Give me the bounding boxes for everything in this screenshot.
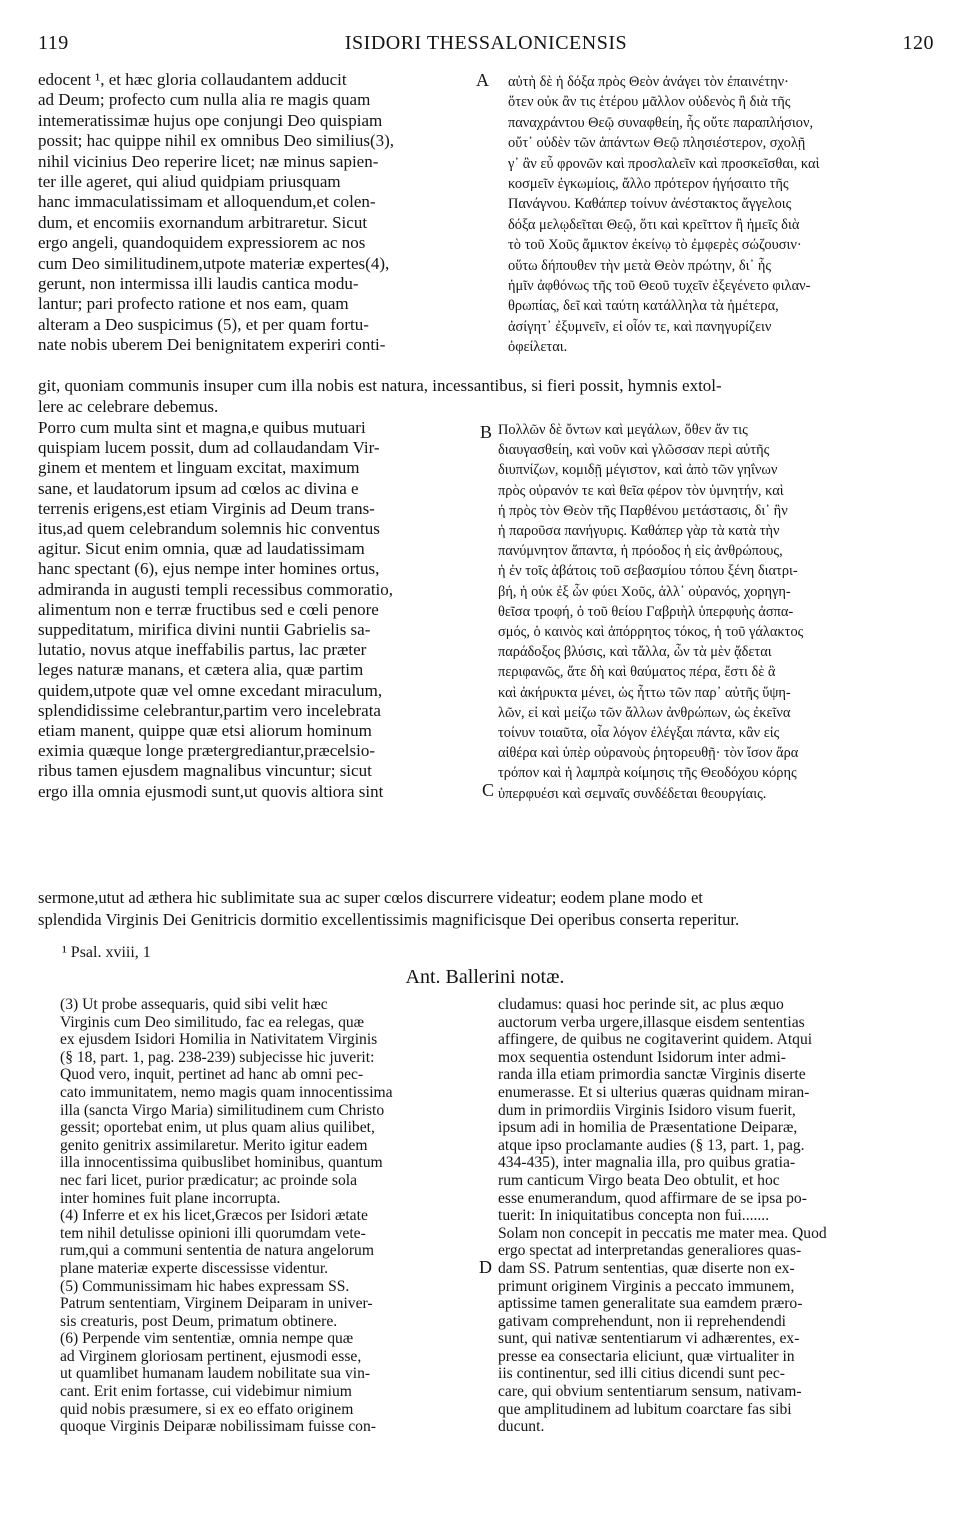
latin-text-line: splendida Virginis Dei Genitricis dormitio excellentissimis magnificisque Dei operibus conserta reperitur. — [38, 909, 740, 929]
latin-text-line: lere ac celebrare debemus. — [38, 396, 219, 416]
latin-text-line: lutatio, novus atque ineffabilis partus, lac præter — [38, 640, 367, 660]
latin-text-line: alteram a Deo suspicimus (5), et per quam fortu- — [38, 314, 369, 334]
running-title: ISIDORI THESSALONICENSIS — [344, 32, 628, 54]
latin-text-line: etiam manent, quippe quæ etsi aliorum hominum — [38, 721, 372, 741]
latin-text-line: sane, et laudatorum ipsum ad cœlos ac divina e — [38, 478, 359, 498]
margin-letter-a: A — [476, 70, 489, 90]
margin-letter-c: C — [482, 780, 495, 800]
latin-text-line: ribus tamen ejusdem magnalibus vincuntur; sicut — [38, 761, 372, 781]
page-number-right: 120 — [902, 32, 934, 54]
latin-text-line: ad Deum; profecto cum nulla alia re magis quam — [38, 90, 371, 110]
latin-text-line: itus,ad quem celebrandum solemnis hic conventus — [38, 519, 380, 539]
note-text-line: dum in primordiis Virginis Isidoro visum fuerit, — [498, 1101, 796, 1119]
greek-text-line: ἡμῖν ἀφθόνως τῆς τοῦ Θεοῦ τυχεῖν ἐξεγένετο φιλαν- — [508, 278, 811, 295]
greek-text-line: σμός, ὁ καινὸς καὶ ἀπόρρητος τόκος, ἡ τοῦ γάλακτος — [498, 624, 804, 641]
greek-text-line: λῶν, εἰ καὶ μείζω τῶν ἄλλων ἀνθρώπων, ὡς ἐκεῖνα — [498, 704, 791, 721]
greek-text-line: αἰθέρα καὶ ὑπὲρ οὐρανοὺς ῥητορευθῇ· τὸν ἴσον ἄρα — [498, 745, 799, 762]
note-text-line: Quod vero, inquit, pertinet ad hanc ab omni pec- — [60, 1066, 364, 1084]
greek-text-line: ὅτεν οὐκ ἂν τις ἑτέρου μᾶλλον οὐδενὸς ἢ διὰ τῆς — [508, 94, 791, 111]
latin-text-line: ergo angeli, quandoquidem expressiorem ac nos — [38, 233, 366, 253]
latin-full-width-middle — [38, 887, 938, 930]
greek-text-line: ὑπερφυέσι καὶ σεμναῖς συνδέδεται θεουργίαις. — [498, 785, 767, 802]
note-text-line: cludamus: quasi hoc perinde sit, ac plus æquo — [498, 996, 784, 1013]
greek-text-line: πανύμνητον ἅπαντα, ἡ πρόοδος ἡ εἰς ἀνθρώπους, — [498, 543, 783, 560]
latin-text-line: ergo illa omnia ejusmodi sunt,ut quovis altiora sint — [38, 781, 384, 801]
latin-column-top — [38, 70, 490, 356]
latin-text-line: edocent ¹, et hæc gloria collaudantem adducit — [38, 70, 347, 89]
note-text-line: randa illa etiam primordia sanctæ Virginis diserte — [498, 1066, 806, 1084]
note-text-line: que amplitudinem ad lubitum coarctare fas sibi — [498, 1400, 792, 1418]
note-text-line: plane materiæ experte discessisse videntur. — [60, 1259, 329, 1277]
greek-text-line: ἡ παροῦσα πανήγυρις. Καθάπερ γὰρ τὰ κατὰ τὴν — [498, 523, 780, 540]
note-text-line: dam SS. Patrum sententias, quæ diserte non ex- — [498, 1259, 795, 1277]
latin-text-line: quidem,utpote quæ vel omne excedant miraculum, — [38, 680, 383, 700]
note-text-line: ipsum adi in homilia de Præsentatione Deiparæ, — [498, 1119, 798, 1137]
note-text-line: enumerasse. Et si ulterius quæras quidnam miran- — [498, 1083, 810, 1101]
note-text-line: care, qui obvium sententiarum sensum, nativam- — [498, 1383, 802, 1401]
latin-text-line: ginem et mentem et linguam excitat, maximum — [38, 458, 360, 478]
latin-text-line: nihil vicinius Deo reperire licet; næ minus sapien- — [38, 151, 379, 171]
greek-text-line: παναχράντου Θεῷ συναφθείη, ἧς οὔτε παραπλήσιον, — [508, 114, 814, 131]
note-text-line: (3) Ut probe assequaris, quid sibi velit hæc — [60, 996, 328, 1013]
note-text-line: rum canticum Virgo beata Deo obtulit, et hoc — [498, 1171, 780, 1189]
note-text-line: (5) Communissimam hic habes expressam SS. — [60, 1277, 350, 1295]
latin-text-line: Porro cum multa sint et magna,e quibus mutuari — [38, 418, 366, 437]
note-text-line: tem nihil detulisse opinioni illi quorumdam vete- — [60, 1224, 366, 1242]
note-text-line: cato immunitatem, nemo magis quam innocentissima — [60, 1083, 393, 1101]
note-text-line: 434-435), inter magnalia illa, pro quibus gratia- — [498, 1154, 796, 1172]
greek-text-line: παράδοξος βλύσις, καὶ τἄλλα, ὧν τὰ μὲν ᾄδεται — [498, 644, 772, 661]
latin-column-middle — [38, 418, 478, 802]
margin-letter-b: B — [480, 422, 493, 442]
note-text-line: ergo spectat ad interpretandas generaliores quas- — [498, 1242, 802, 1260]
greek-text-line: τρόπον καὶ ἡ λαμπρὰ κοίμησις τῆς Θεοδόχου κόρης — [498, 765, 797, 782]
greek-text-line: οὔτ᾽ οὐδὲν τῶν ἁπάντων Θεῷ πλησιέστερον, σχολῇ — [508, 135, 806, 152]
greek-column-top — [508, 72, 938, 358]
running-head — [38, 32, 934, 56]
greek-text-line: βή, ἡ οὐκ ἐξ ὧν φύει Χοῦς, ἀλλ᾽ οὐρανός, χορηγη- — [498, 583, 791, 600]
latin-text-line: eximia quæque longe prætergrediantur,præcelsio- — [38, 741, 376, 761]
greek-text-line: ὀφείλεται. — [508, 339, 568, 356]
note-text-line: primunt originem Virginis a peccato immunem, — [498, 1277, 795, 1295]
note-text-line: illa innocentissima quibuslibet hominibus, quantum — [60, 1154, 383, 1172]
notes-heading: Ant. Ballerini notæ. — [405, 966, 565, 988]
note-text-line: gativam comprehendunt, non ii reprehendendi — [498, 1312, 786, 1330]
greek-text-line: καὶ ἀκήρυκτα μένει, ὡς ἧττω τῶν παρ᾽ αὐτῆς ὕψη- — [498, 684, 791, 701]
note-text-line: inter homines fuit plane incorrupta. — [60, 1189, 281, 1207]
notes-column-left — [60, 996, 474, 1436]
greek-text-line: γ᾽ ἂν εὖ φρονῶν καὶ προσλαλεῖν καὶ προσκεῖσθαι, καὶ — [508, 155, 820, 172]
latin-text-line: splendidissime celebrantur,partim vero incelebrata — [38, 700, 381, 720]
greek-text-line: πρὸς οὐρανόν τε καὶ θεῖα φέρον τὸν ὑμνητήν, καὶ — [498, 482, 784, 499]
footnote: ¹ Psal. xviii, 1 — [62, 944, 151, 961]
greek-text-line: ἀσίγητ᾽ ἐξυμνεῖν, εἰ οἷόν τε, καὶ πανηγυρίζειν — [508, 318, 772, 335]
greek-text-line: Πανάγνου. Καθάπερ τοίνυν ἀνέστακτος ἄγγελοις — [508, 196, 792, 213]
greek-text-line: τὸ τοῦ Χοῦς ἄμικτον ἐκείνῳ τὸ ἐμφερὲς σώζουσιν· — [508, 237, 802, 254]
note-text-line: auctorum verba urgere,illasque eisdem sententias — [498, 1013, 805, 1031]
latin-text-line: sermone,utut ad æthera hic sublimitate sua ac super cœlos discurrere videatur; eodem plane modo et — [38, 888, 703, 907]
greek-text-line: οὕτω δήπουθεν τὴν μετὰ Θεὸν πρώτην, δι᾽ ἧς — [508, 257, 772, 274]
page-number-left: 119 — [38, 32, 69, 54]
latin-text-line: nate nobis uberem Dei benignitatem experiri conti- — [38, 335, 386, 355]
note-text-line: ut quamlibet humanam laudem nobilitate sua vin- — [60, 1365, 371, 1383]
greek-text-line: δόξα μελῳδεῖται Θεῷ, ὅτι καὶ κρεῖττον ἢ ἡμεῖς διὰ — [508, 216, 800, 233]
latin-full-width-top — [38, 376, 938, 417]
latin-text-line: agitur. Sicut enim omnia, quæ ad laudatissimam — [38, 539, 365, 559]
note-text-line: sunt, qui nativæ sententiarum vi adhærentes, ex- — [498, 1330, 800, 1348]
note-text-line: mox sequentia ostendunt Isidorum inter admi- — [498, 1048, 786, 1066]
note-text-line: quoque Virginis Deiparæ nobilissimam fuisse con- — [60, 1418, 376, 1436]
note-text-line: nec fari licet, purior prædicatur; ac proinde sola — [60, 1171, 358, 1189]
latin-text-line: leges naturæ manans, et cætera alia, quæ partim — [38, 660, 364, 680]
latin-text-line: dum, et encomiis exornandum arbitraretur. Sicut — [38, 212, 368, 232]
latin-text-line: hanc immaculatissimam et alloquendum,et colen- — [38, 192, 376, 212]
note-text-line: aptissime tamen generalitate sua eamdem præro- — [498, 1295, 803, 1313]
note-text-line: ducunt. — [498, 1418, 545, 1436]
note-text-line: rum,qui a communi sententia de natura angelorum — [60, 1242, 374, 1260]
greek-text-line: ἡ πρὸς τὸν Θεὸν τῆς Παρθένου μετάστασις, δι᾽ ἣν — [498, 502, 788, 519]
latin-text-line: lantur; pari profecto ratione et nos eam, quam — [38, 294, 349, 314]
latin-text-line: possit; hac quippe nihil ex omnibus Deo similius(3), — [38, 131, 395, 151]
greek-text-line: θεῖσα τροφή, ὁ τοῦ θείου Γαβριὴλ ὑπερφυὴς ἀσπα- — [498, 603, 794, 620]
note-text-line: tuerit: In iniquitatibus concepta non fui....... — [498, 1207, 770, 1225]
note-text-line: gessit; oportebat enim, ut plus quam alius quilibet, — [60, 1119, 375, 1137]
latin-text-line: intemeratissimæ hujus ope conjungi Deo quispiam — [38, 110, 383, 130]
greek-text-line: κοσμεῖν ἐγκωμίοις, ἄλλο πρότερον ἡγήσαιτο τῆς — [508, 176, 789, 193]
note-text-line: (§ 18, part. 1, pag. 238-239) subjecisse hic juverit: — [60, 1048, 375, 1066]
margin-letter-d: D — [479, 1257, 492, 1277]
greek-text-line: διυπνίζων, κομιδῇ μέγιστον, καὶ ἀπὸ τῶν γηΐνων — [498, 462, 778, 479]
note-text-line: affingere, de quibus ne cogitaverint quidem. Atqui — [498, 1031, 813, 1049]
notes-column-right — [498, 996, 938, 1436]
note-text-line: sis creaturis, post Deum, primatum obtinere. — [60, 1312, 338, 1330]
latin-text-line: gerunt, non intermissa illi laudis cantica modu- — [38, 274, 359, 294]
note-text-line: Patrum sententiam, Virginem Deiparam in univer- — [60, 1295, 373, 1313]
note-text-line: Virginis cum Deo similitudo, fac ea relegas, quæ — [60, 1013, 365, 1031]
greek-text-line: περιφανῶς, ἅτε δὴ καὶ θαύματος πέρα, ἔστι δὲ ἃ — [498, 664, 776, 681]
note-text-line: Solam non concepit in peccatis me mater mea. Quod — [498, 1224, 827, 1242]
note-text-line: (6) Perpende vim sententiæ, omnia nempe quæ — [60, 1330, 354, 1348]
greek-text-line: αὐτὴ δὲ ἡ δόξα πρὸς Θεὸν ἀνάγει τὸν ἐπαινέτην· — [508, 74, 789, 90]
note-text-line: presse ea consectaria eliciunt, quæ virtualiter in — [498, 1347, 795, 1365]
greek-text-line: ἡ ἐν τοῖς ἀβάτοις τοῦ σεβασμίου τόπου ξένη διατρι- — [498, 563, 798, 580]
note-text-line: iis continentur, sed illi citius dicendi sunt pec- — [498, 1365, 785, 1383]
note-text-line: genito genitrix assimilaretur. Merito igitur eadem — [60, 1136, 368, 1154]
greek-text-line: διαυγασθείη, καὶ νοῦν καὶ γλῶσσαν περὶ αὐτῆς — [498, 442, 770, 459]
latin-text-line: quispiam lucem possit, dum ad collaudandam Vir- — [38, 438, 380, 458]
latin-text-line: ter ille ageret, qui aliud quidpiam priusquam — [38, 172, 341, 192]
note-text-line: ex ejusdem Isidori Homilia in Nativitatem Virginis — [60, 1031, 378, 1049]
note-text-line: atque ipso proclamante audies (§ 13, part. 1, pag. — [498, 1136, 805, 1154]
latin-text-line: admiranda in augusti templi recessibus commoratio, — [38, 579, 394, 599]
greek-column-middle — [498, 420, 938, 804]
latin-text-line: cum Deo similitudinem,utpote materiæ expertes(4), — [38, 253, 390, 273]
greek-text-line: θρωπίας, δεῖ καὶ ταύτη κατάλληλα τὰ ἡμέτερα, — [508, 298, 779, 315]
greek-text-line: Πολλῶν δὲ ὄντων καὶ μεγάλων, ὅθεν ἄν τις — [498, 422, 748, 438]
note-text-line: cant. Erit enim fortasse, cui videbimur nimium — [60, 1383, 352, 1401]
note-text-line: quid nobis præsumere, si ex eo effato originem — [60, 1400, 354, 1418]
latin-text-line: terrenis erigens,est etiam Virginis ad Deum trans- — [38, 498, 375, 518]
latin-text-line: suppeditatum, mirifica divini nuntii Gabrielis sa- — [38, 620, 371, 640]
note-text-line: illa (sancta Virgo Maria) similitudinem cum Christo — [60, 1101, 385, 1119]
note-text-line: esse enumerandum, quod affirmare de se ipsa po- — [498, 1189, 807, 1207]
greek-text-line: τοίνυν τοιαῦτα, οἷα λόγον ἐλέγξαι πάντα, κἂν εἰς — [498, 725, 780, 742]
latin-text-line: git, quoniam communis insuper cum illa nobis est natura, incessantibus, si fieri possit, hymnis extol- — [38, 376, 722, 395]
latin-text-line: alimentum non e terræ fructibus sed e cœli penore — [38, 599, 379, 619]
note-text-line: ad Virginem gloriosam pertinent, ejusmodi esse, — [60, 1347, 362, 1365]
latin-text-line: hanc spectant (6), ejus nempe inter homines ortus, — [38, 559, 380, 579]
note-text-line: (4) Inferre et ex his licet,Græcos per Isidori ætate — [60, 1207, 368, 1225]
